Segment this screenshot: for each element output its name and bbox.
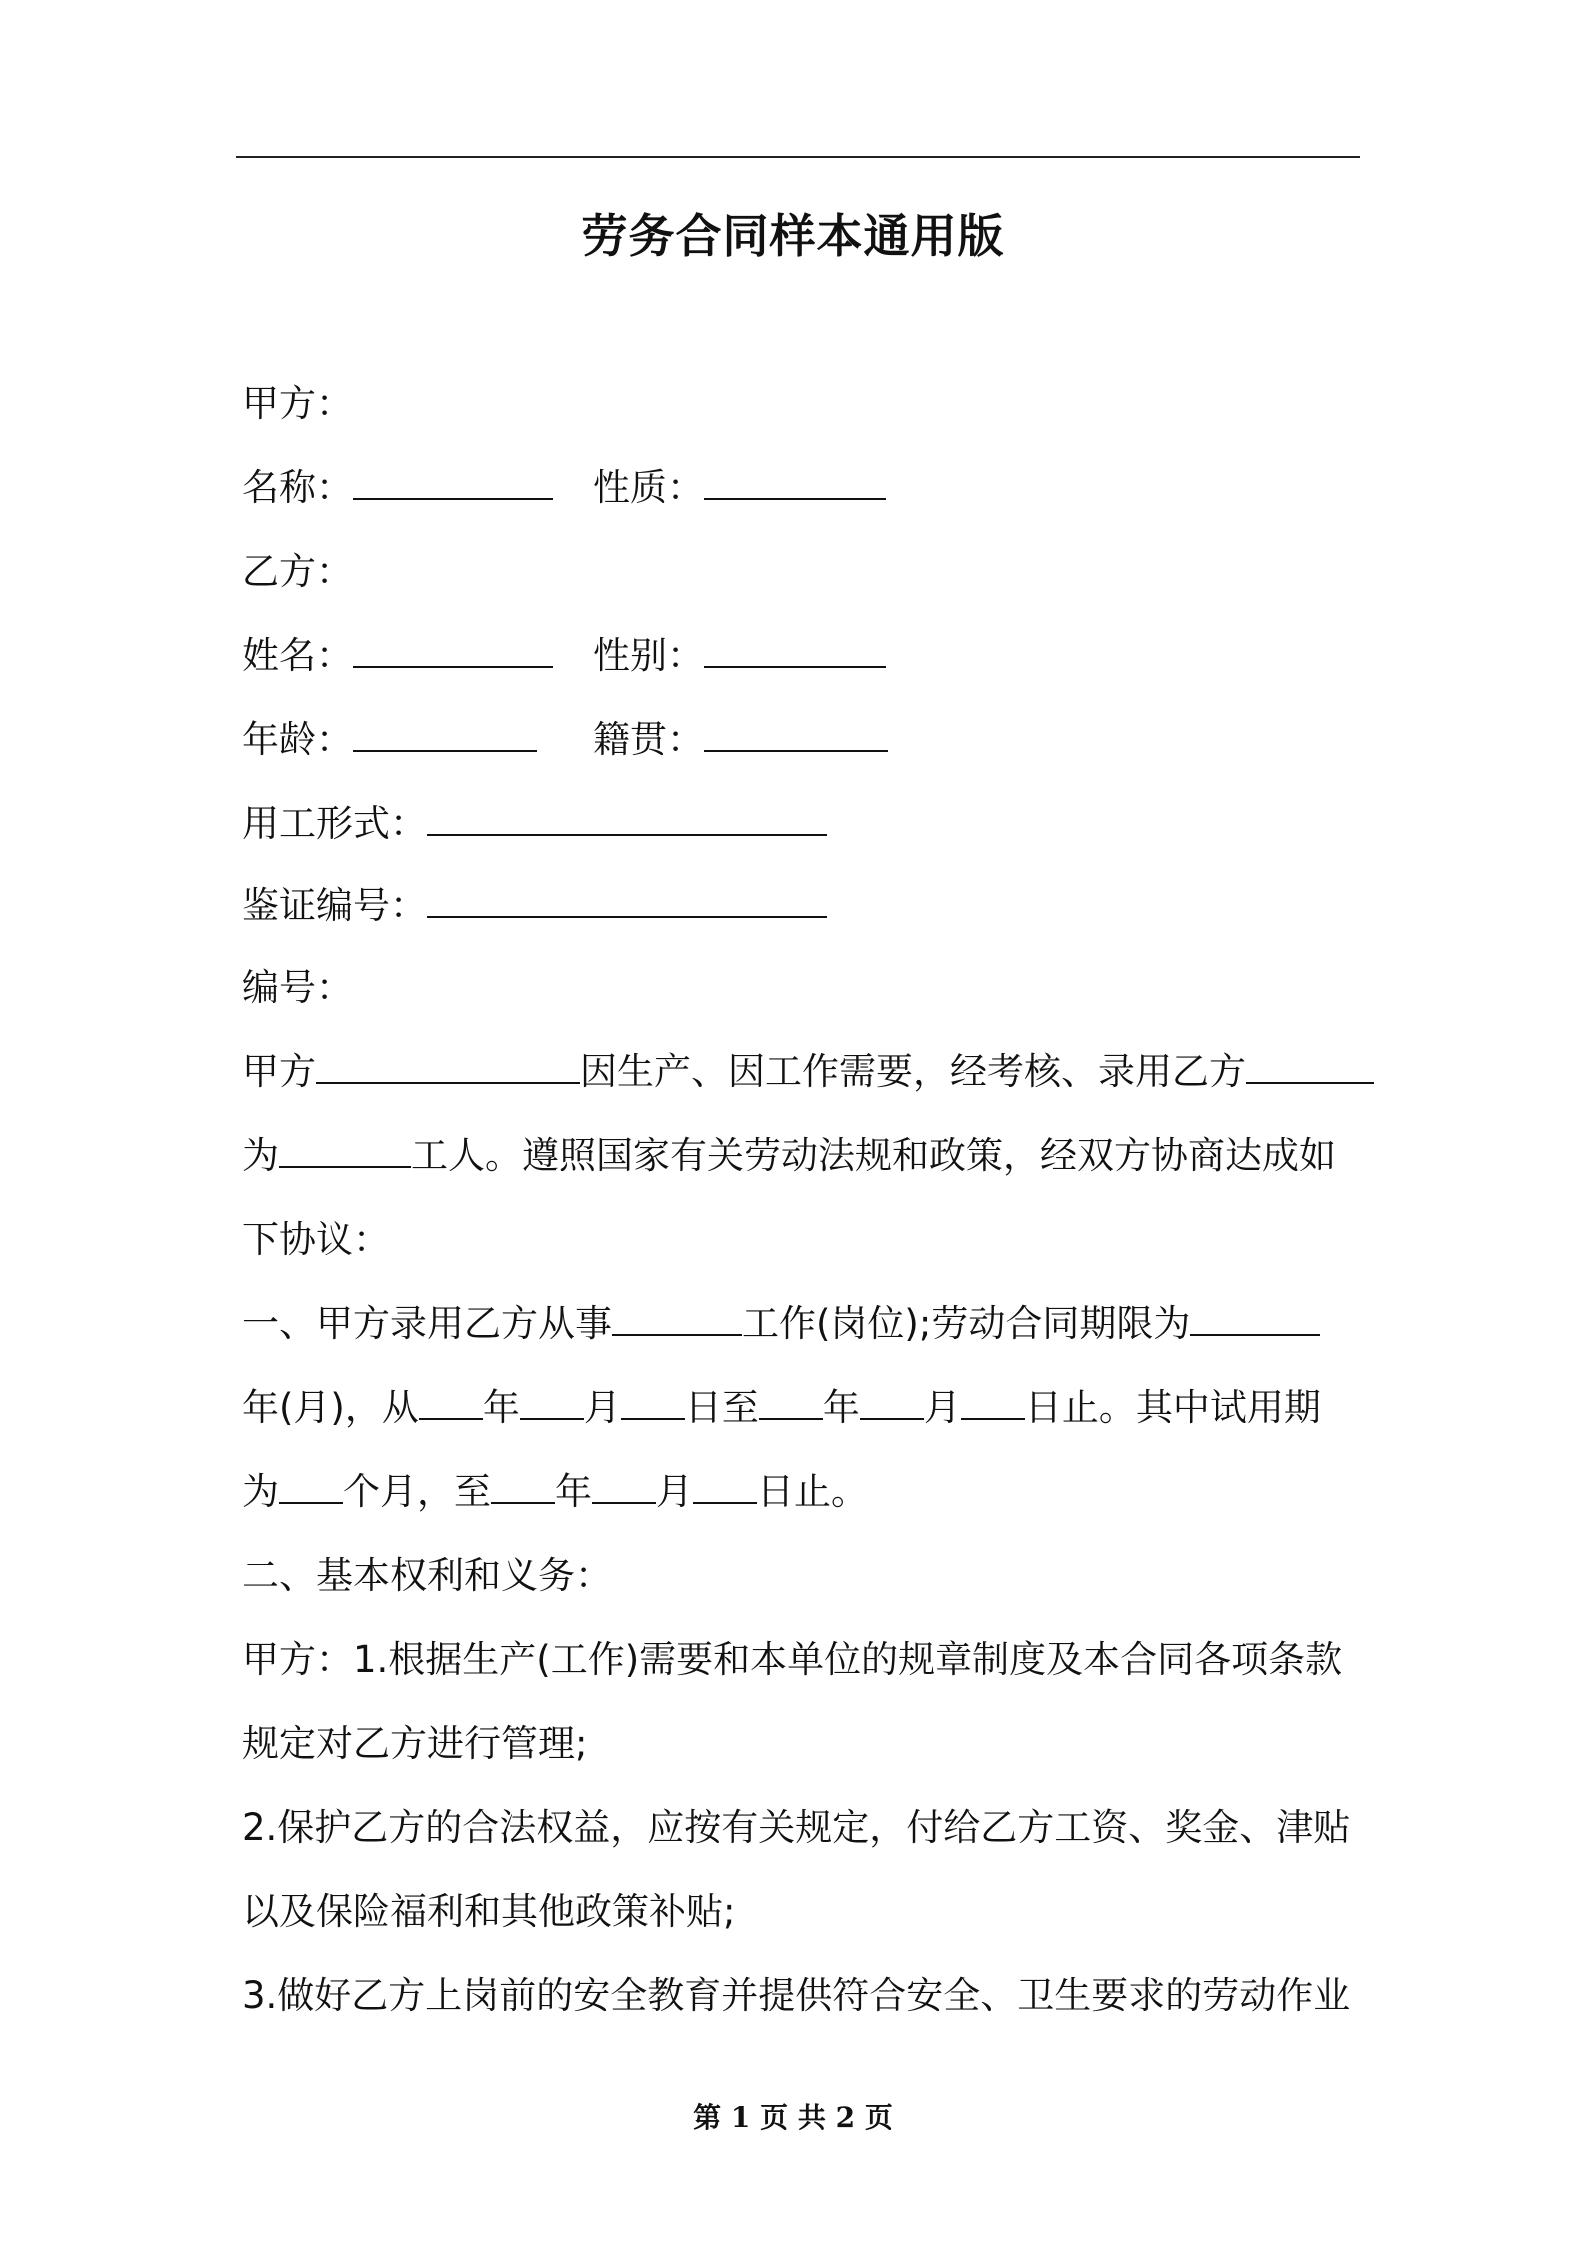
clause-text: 日至 xyxy=(684,1386,759,1429)
job-blank[interactable] xyxy=(612,1298,742,1336)
clause-text: 月 xyxy=(923,1386,961,1429)
clause-text: 年 xyxy=(482,1386,520,1429)
end-year-blank[interactable] xyxy=(759,1382,823,1420)
intro-line-2 xyxy=(242,1126,1358,1186)
clause-text: 日止。 xyxy=(757,1470,868,1513)
term-blank[interactable] xyxy=(1190,1298,1320,1336)
clause-2-heading: 二、基本权利和义务： xyxy=(242,1554,612,1597)
start-year-blank[interactable] xyxy=(419,1382,483,1420)
intro-text: 因生产、因工作需要，经考核、录用乙方 xyxy=(580,1050,1246,1093)
native-place-label: 籍贯： xyxy=(593,718,704,761)
clause-text: 月 xyxy=(583,1386,621,1429)
probation-day-blank[interactable] xyxy=(693,1466,757,1504)
clause-text: 日止。其中试用期 xyxy=(1024,1386,1321,1429)
nature-blank[interactable] xyxy=(704,462,886,500)
clause-text: 年 xyxy=(555,1470,592,1513)
end-month-blank[interactable] xyxy=(860,1382,924,1420)
nature-label: 性质： xyxy=(593,466,704,509)
party-b-name-row xyxy=(242,626,1358,686)
clause-text: 为 xyxy=(242,1470,279,1513)
clause-text: 年 xyxy=(822,1386,860,1429)
employment-form-row xyxy=(242,794,1358,854)
clause-1-line-3 xyxy=(242,1462,1358,1522)
certification-no-row xyxy=(242,876,1358,936)
clause-1-line-2 xyxy=(242,1378,1358,1438)
party-b-heading: 乙方： xyxy=(242,550,353,593)
duty-3-line-1: 3.做好乙方上岗前的安全教育并提供符合安全、卫生要求的劳动作业 xyxy=(242,1974,1351,2017)
intro-line-1 xyxy=(242,1042,1358,1102)
clause-text: 一、甲方录用乙方从事 xyxy=(242,1302,612,1345)
worker-type-blank[interactable] xyxy=(279,1130,411,1168)
person-name-blank[interactable] xyxy=(353,630,553,668)
gender-blank[interactable] xyxy=(704,630,886,668)
clause-text: 个月，至 xyxy=(343,1470,491,1513)
page-footer: 第 1 页 共 2 页 xyxy=(693,2101,893,2134)
certification-no-label: 鉴证编号： xyxy=(242,884,427,927)
party-a-name-row xyxy=(242,458,1358,518)
start-day-blank[interactable] xyxy=(621,1382,685,1420)
certification-no-blank[interactable] xyxy=(427,880,827,918)
clause-text: 工作(岗位);劳动合同期限为 xyxy=(742,1302,1191,1345)
age-label: 年龄： xyxy=(242,718,353,761)
intro-text: 工人。遵照国家有关劳动法规和政策，经双方协商达成如 xyxy=(411,1134,1336,1177)
probation-months-blank[interactable] xyxy=(279,1466,343,1504)
employment-form-label: 用工形式： xyxy=(242,802,427,845)
native-place-blank[interactable] xyxy=(704,714,888,752)
clause-1-line-1 xyxy=(242,1294,1358,1354)
duty-1-line-2: 规定对乙方进行管理; xyxy=(242,1722,588,1765)
intro-text: 甲方 xyxy=(242,1050,316,1093)
party-a-heading: 甲方： xyxy=(242,382,353,425)
age-blank[interactable] xyxy=(353,714,537,752)
clause-text: 年(月)，从 xyxy=(242,1386,419,1429)
clause-text: 月 xyxy=(656,1470,693,1513)
intro-text: 为 xyxy=(242,1134,279,1177)
document-title: 劳务合同样本通用版 xyxy=(581,209,1005,263)
end-day-blank[interactable] xyxy=(961,1382,1025,1420)
party-a-blank[interactable] xyxy=(316,1046,580,1084)
duty-2-line-2: 以及保险福利和其他政策补贴; xyxy=(242,1890,736,1933)
name-blank[interactable] xyxy=(353,462,553,500)
party-b-age-row xyxy=(242,710,1358,770)
probation-month-blank[interactable] xyxy=(592,1466,656,1504)
header-rule xyxy=(236,156,1360,158)
employment-form-blank[interactable] xyxy=(427,798,827,836)
party-b-blank[interactable] xyxy=(1246,1046,1374,1084)
duty-2-line-1: 2.保护乙方的合法权益，应按有关规定，付给乙方工资、奖金、津贴 xyxy=(242,1806,1351,1849)
person-name-label: 姓名： xyxy=(242,634,353,677)
number-label: 编号： xyxy=(242,966,353,1009)
name-label: 名称： xyxy=(242,466,353,509)
intro-line-3: 下协议： xyxy=(242,1218,390,1261)
probation-year-blank[interactable] xyxy=(491,1466,555,1504)
duty-1-line-1: 甲方：1.根据生产(工作)需要和本单位的规章制度及本合同各项条款 xyxy=(242,1638,1343,1681)
gender-label: 性别： xyxy=(593,634,704,677)
start-month-blank[interactable] xyxy=(520,1382,584,1420)
